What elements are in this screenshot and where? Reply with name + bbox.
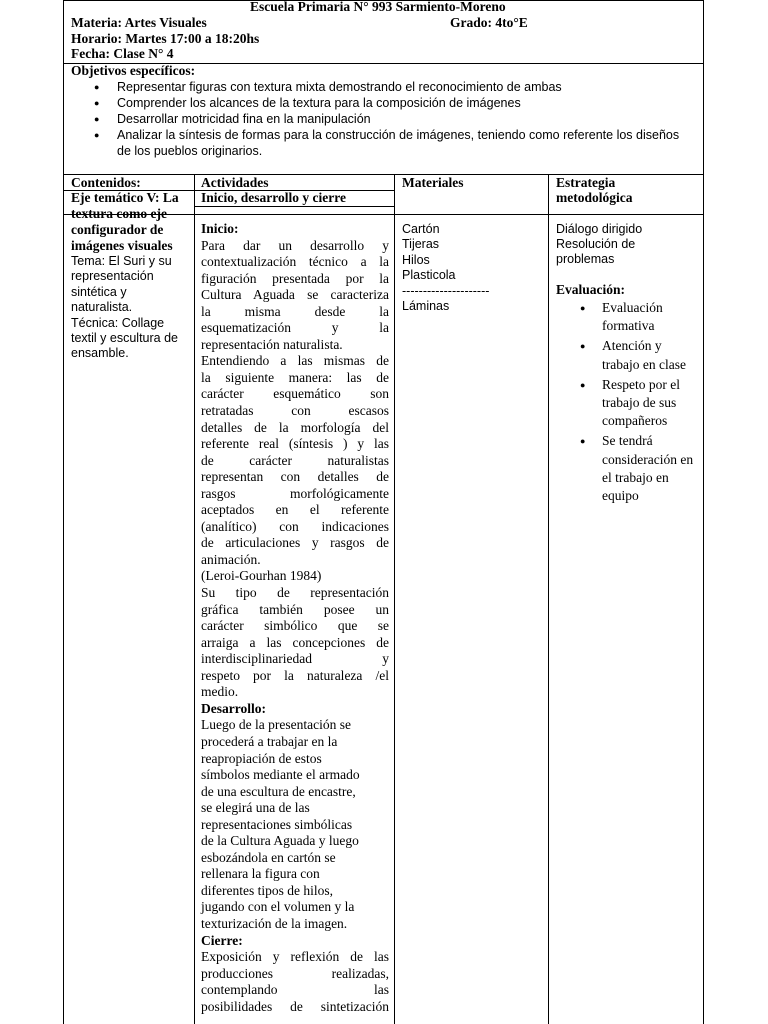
cierre-line: contemplando las	[201, 982, 389, 998]
inicio-line: de articulaciones y rasgos de	[201, 535, 389, 551]
evaluacion-label: Evaluación:	[556, 282, 626, 297]
inicio-line: retratadas con escasos	[201, 403, 389, 419]
eje-line: Eje temático V: La	[71, 190, 179, 205]
eje-line: configurador de	[71, 222, 164, 237]
inicio-line: Para dar un desarrollo y	[201, 237, 389, 253]
column-divider-3	[548, 174, 549, 1024]
contenido-line: Tema: El Suri y su	[71, 254, 172, 268]
objective-item: ● Comprender los alcances de la textura para la composición de imágenes	[92, 95, 702, 111]
inicio-line: Cultura Aguada se caracteriza	[201, 287, 389, 303]
desarrollo-line: diferentes tipos de hilos,	[201, 882, 333, 898]
desarrollo-line: esbozándola en cartón se	[201, 849, 336, 865]
inicio-line: esquematización y la	[201, 320, 389, 336]
inicio-line: arraiga a las concepciones de	[201, 634, 389, 650]
inicio-line: (analítico) con indicaciones	[201, 518, 389, 534]
inicio-line: figuración presentada por la	[201, 270, 389, 286]
estrategia-line: Resolución de	[556, 237, 636, 251]
objective-item: ● Representar figuras con textura mixta demostrando el reconocimiento de ambas	[92, 79, 702, 95]
grado: Grado: 4to°E	[450, 15, 528, 30]
inicio-line: la siguiente manera: las de	[201, 369, 389, 385]
desarrollo-line: rellenara la figura con	[201, 866, 320, 882]
contenido-line: textil y escultura de	[71, 331, 178, 345]
material-item: Tijeras	[402, 237, 440, 251]
column-divider-2	[394, 174, 395, 1024]
cierre-line: Exposición y reflexión de las	[201, 949, 389, 965]
inicio-line: de carácter naturalistas	[201, 452, 389, 468]
material-item: Cartón	[402, 222, 440, 236]
inicio-line: gráfica también posee un	[201, 601, 389, 617]
estrategia-line: Diálogo dirigido	[556, 222, 643, 236]
inicio-line: respeto por la naturaleza /el	[201, 667, 389, 683]
contenido-line: Técnica: Collage	[71, 316, 165, 330]
school-name: Escuela Primaria N° 993 Sarmiento-Moreno	[250, 0, 506, 14]
header-actividades: Actividades	[201, 175, 269, 190]
evaluacion-item: ● Atención y trabajo en clase	[580, 337, 700, 373]
desarrollo-line: de una escultura de encastre,	[201, 783, 356, 799]
inicio-line: aceptados en el referente	[201, 502, 389, 518]
inicio-line: interdisciplinariedad y	[201, 651, 389, 667]
desarrollo-line: Luego de la presentación se	[201, 717, 351, 733]
inicio-line: carácter simbólico que se	[201, 618, 389, 634]
horario: Horario: Martes 17:00 a 18:20hs	[71, 31, 260, 46]
inicio-line: la misma desde la	[201, 303, 389, 319]
header-contenidos: Contenidos:	[71, 175, 141, 190]
evaluacion-item: ● Evaluación formativa	[580, 299, 700, 335]
contenido-line: representación	[71, 269, 154, 283]
border-right	[703, 0, 704, 1024]
border-left	[63, 0, 64, 1024]
evaluacion-item: ● Respeto por el trabajo de sus compañeros	[580, 376, 700, 431]
fecha: Fecha: Clase N° 4	[71, 46, 174, 61]
eje-line: textura como eje	[71, 206, 167, 221]
contenido-line: naturalista.	[71, 300, 133, 314]
contenido-line: sintética y	[71, 285, 127, 299]
cierre-line: producciones realizadas,	[201, 965, 389, 981]
cierre-label: Cierre:	[201, 932, 243, 948]
material-item: Hilos	[402, 253, 430, 267]
inicio-line: rasgos morfológicamente	[201, 485, 389, 501]
desarrollo-line: texturización de la imagen.	[201, 915, 348, 931]
inicio-line: referente real (síntesis ) y las	[201, 436, 389, 452]
objectives-list	[92, 79, 702, 143]
inicio-line: detalles de la morfología del	[201, 419, 389, 435]
desarrollo-line: procederá a trabajar en la	[201, 733, 338, 749]
contenido-line: ensamble.	[71, 346, 129, 360]
desarrollo-label: Desarrollo:	[201, 700, 266, 716]
desarrollo-line: símbolos mediante el armado	[201, 767, 360, 783]
inicio-line: contextualización técnico a la	[201, 254, 389, 270]
inicio-line: animación.	[201, 551, 261, 567]
inicio-line: representación naturalista.	[201, 336, 343, 352]
inicio-line: medio.	[201, 684, 239, 700]
desarrollo-line: de la Cultura Aguada y luego	[201, 833, 359, 849]
header-materiales: Materiales	[402, 175, 464, 190]
objectives-title: Objetivos específicos:	[71, 63, 196, 78]
inicio-line: (Leroi-Gourhan 1984)	[201, 568, 322, 584]
inicio-line: representan con detalles de	[201, 469, 389, 485]
column-divider-1	[194, 174, 195, 1024]
objective-item: ● Desarrollar motricidad fina en la manipulación	[92, 111, 702, 127]
inicio-line: carácter esquemático son	[201, 386, 389, 402]
materia: Materia: Artes Visuales	[71, 15, 207, 30]
desarrollo-line: representaciones simbólicas	[201, 816, 353, 832]
header-estrategia-2: metodológica	[556, 190, 633, 205]
objective-item-continuation: de los pueblos originarios.	[117, 144, 263, 158]
header-estrategia-1: Estrategia	[556, 175, 616, 190]
actividades-column	[201, 221, 389, 1015]
objective-item: ● Analizar la síntesis de formas para la construcción de imágenes, teniendo como referente los diseños	[92, 127, 702, 143]
eje-line: imágenes visuales	[71, 238, 173, 253]
header-row-line-act	[194, 206, 395, 207]
inicio-label: Inicio:	[201, 221, 239, 236]
desarrollo-line: se elegirá una de las	[201, 800, 310, 816]
inicio-line: Su tipo de representación	[201, 585, 389, 601]
inicio-line: Entendiendo a las mismas de	[201, 353, 389, 369]
material-separator: ---------------------	[402, 284, 490, 298]
material-item: Plasticola	[402, 268, 456, 282]
estrategia-line: problemas	[556, 252, 615, 266]
material-item: Láminas	[402, 299, 450, 313]
header-actividades-sub: Inicio, desarrollo y cierre	[201, 190, 346, 205]
cierre-line: posibilidades de sintetización	[201, 998, 389, 1014]
desarrollo-line: jugando con el volumen y la	[201, 899, 355, 915]
evaluacion-item: ● Se tendrá consideración en el trabajo en equipo	[580, 432, 700, 505]
desarrollo-line: reapropiación de estos	[201, 750, 322, 766]
evaluacion-list	[580, 299, 700, 507]
